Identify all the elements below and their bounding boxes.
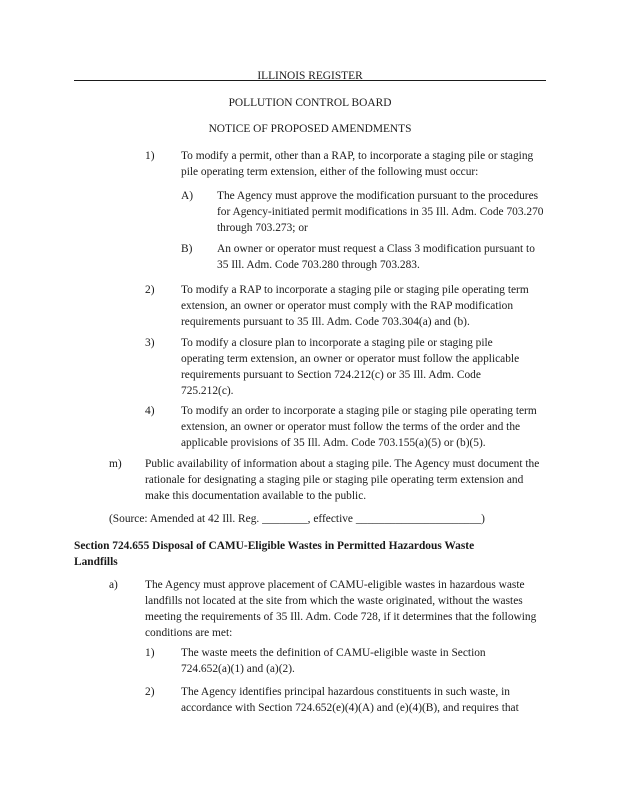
item-label: 4) (145, 405, 155, 417)
item-label: 3) (145, 337, 155, 349)
source-note: (Source: Amended at 42 Ill. Reg. ________, effective ______________________) (109, 513, 485, 525)
item-label: 1) (145, 150, 155, 162)
item-label: A) (181, 190, 194, 202)
item-text: The Agency must approve the modification pursuant to the procedures for Agency-initiated permit modifications in 35 Ill. Adm. Code 703.270 through 703.273; or (217, 190, 544, 234)
header-rule (74, 80, 546, 81)
item-text: An owner or operator must request a Class 3 modification pursuant to 35 Ill. Adm. Code 703.280 through 703.283. (217, 243, 535, 271)
board-title: POLLUTION CONTROL BOARD (228, 97, 392, 109)
section-heading: Section 724.655 Disposal of CAMU-Eligible Wastes in Permitted Hazardous Waste Landfills (74, 540, 475, 568)
item-text: The waste meets the definition of CAMU-eligible waste in Section 724.652(a)(1) and (a)(2). (181, 647, 486, 675)
item-text: Public availability of information about a staging pile. The Agency must document the rationale for designating a staging pile or staging pile operating term extension and make this documentation available to the public. (145, 458, 540, 502)
item-label: m) (109, 458, 122, 470)
item-label: 2) (145, 284, 155, 296)
register-title: ILLINOIS REGISTER (257, 70, 363, 82)
item-text: The Agency identifies principal hazardous constituents in such waste, in accordance with Section 724.652(e)(4)(A) and (e)(4)(B), and requires that (181, 686, 519, 714)
item-label: B) (181, 243, 193, 255)
item-text: To modify an order to incorporate a staging pile or staging pile operating term extension, an owner or operator must follow the terms of the order and the applicable provisions of 35 Ill. Adm. Code 703.155(a)(5) or (b)(5). (181, 405, 537, 449)
item-text: To modify a permit, other than a RAP, to incorporate a staging pile or staging pile operating term extension, either of the following must occur: (181, 150, 534, 178)
notice-title: NOTICE OF PROPOSED AMENDMENTS (208, 123, 412, 135)
item-label: a) (109, 579, 118, 591)
item-label: 2) (145, 686, 155, 698)
item-text: The Agency must approve placement of CAMU-eligible wastes in hazardous waste landfills not located at the site from which the waste originated, without the wastes meeting the requirements of 35 Ill. Adm. Code 728, if it determines that the following conditions are met: (145, 579, 537, 639)
item-text: To modify a RAP to incorporate a staging pile or staging pile operating term extension, an owner or operator must comply with the RAP modification requirements pursuant to 35 Ill. Adm. Code 703.304(a) and (b). (181, 284, 529, 328)
item-text: To modify a closure plan to incorporate a staging pile or staging pile operating term extension, an owner or operator must follow the applicable requirements pursuant to Section 724.212(c) or 35 Ill. Adm. Code 725.212(c). (181, 337, 520, 397)
item-label: 1) (145, 647, 155, 659)
